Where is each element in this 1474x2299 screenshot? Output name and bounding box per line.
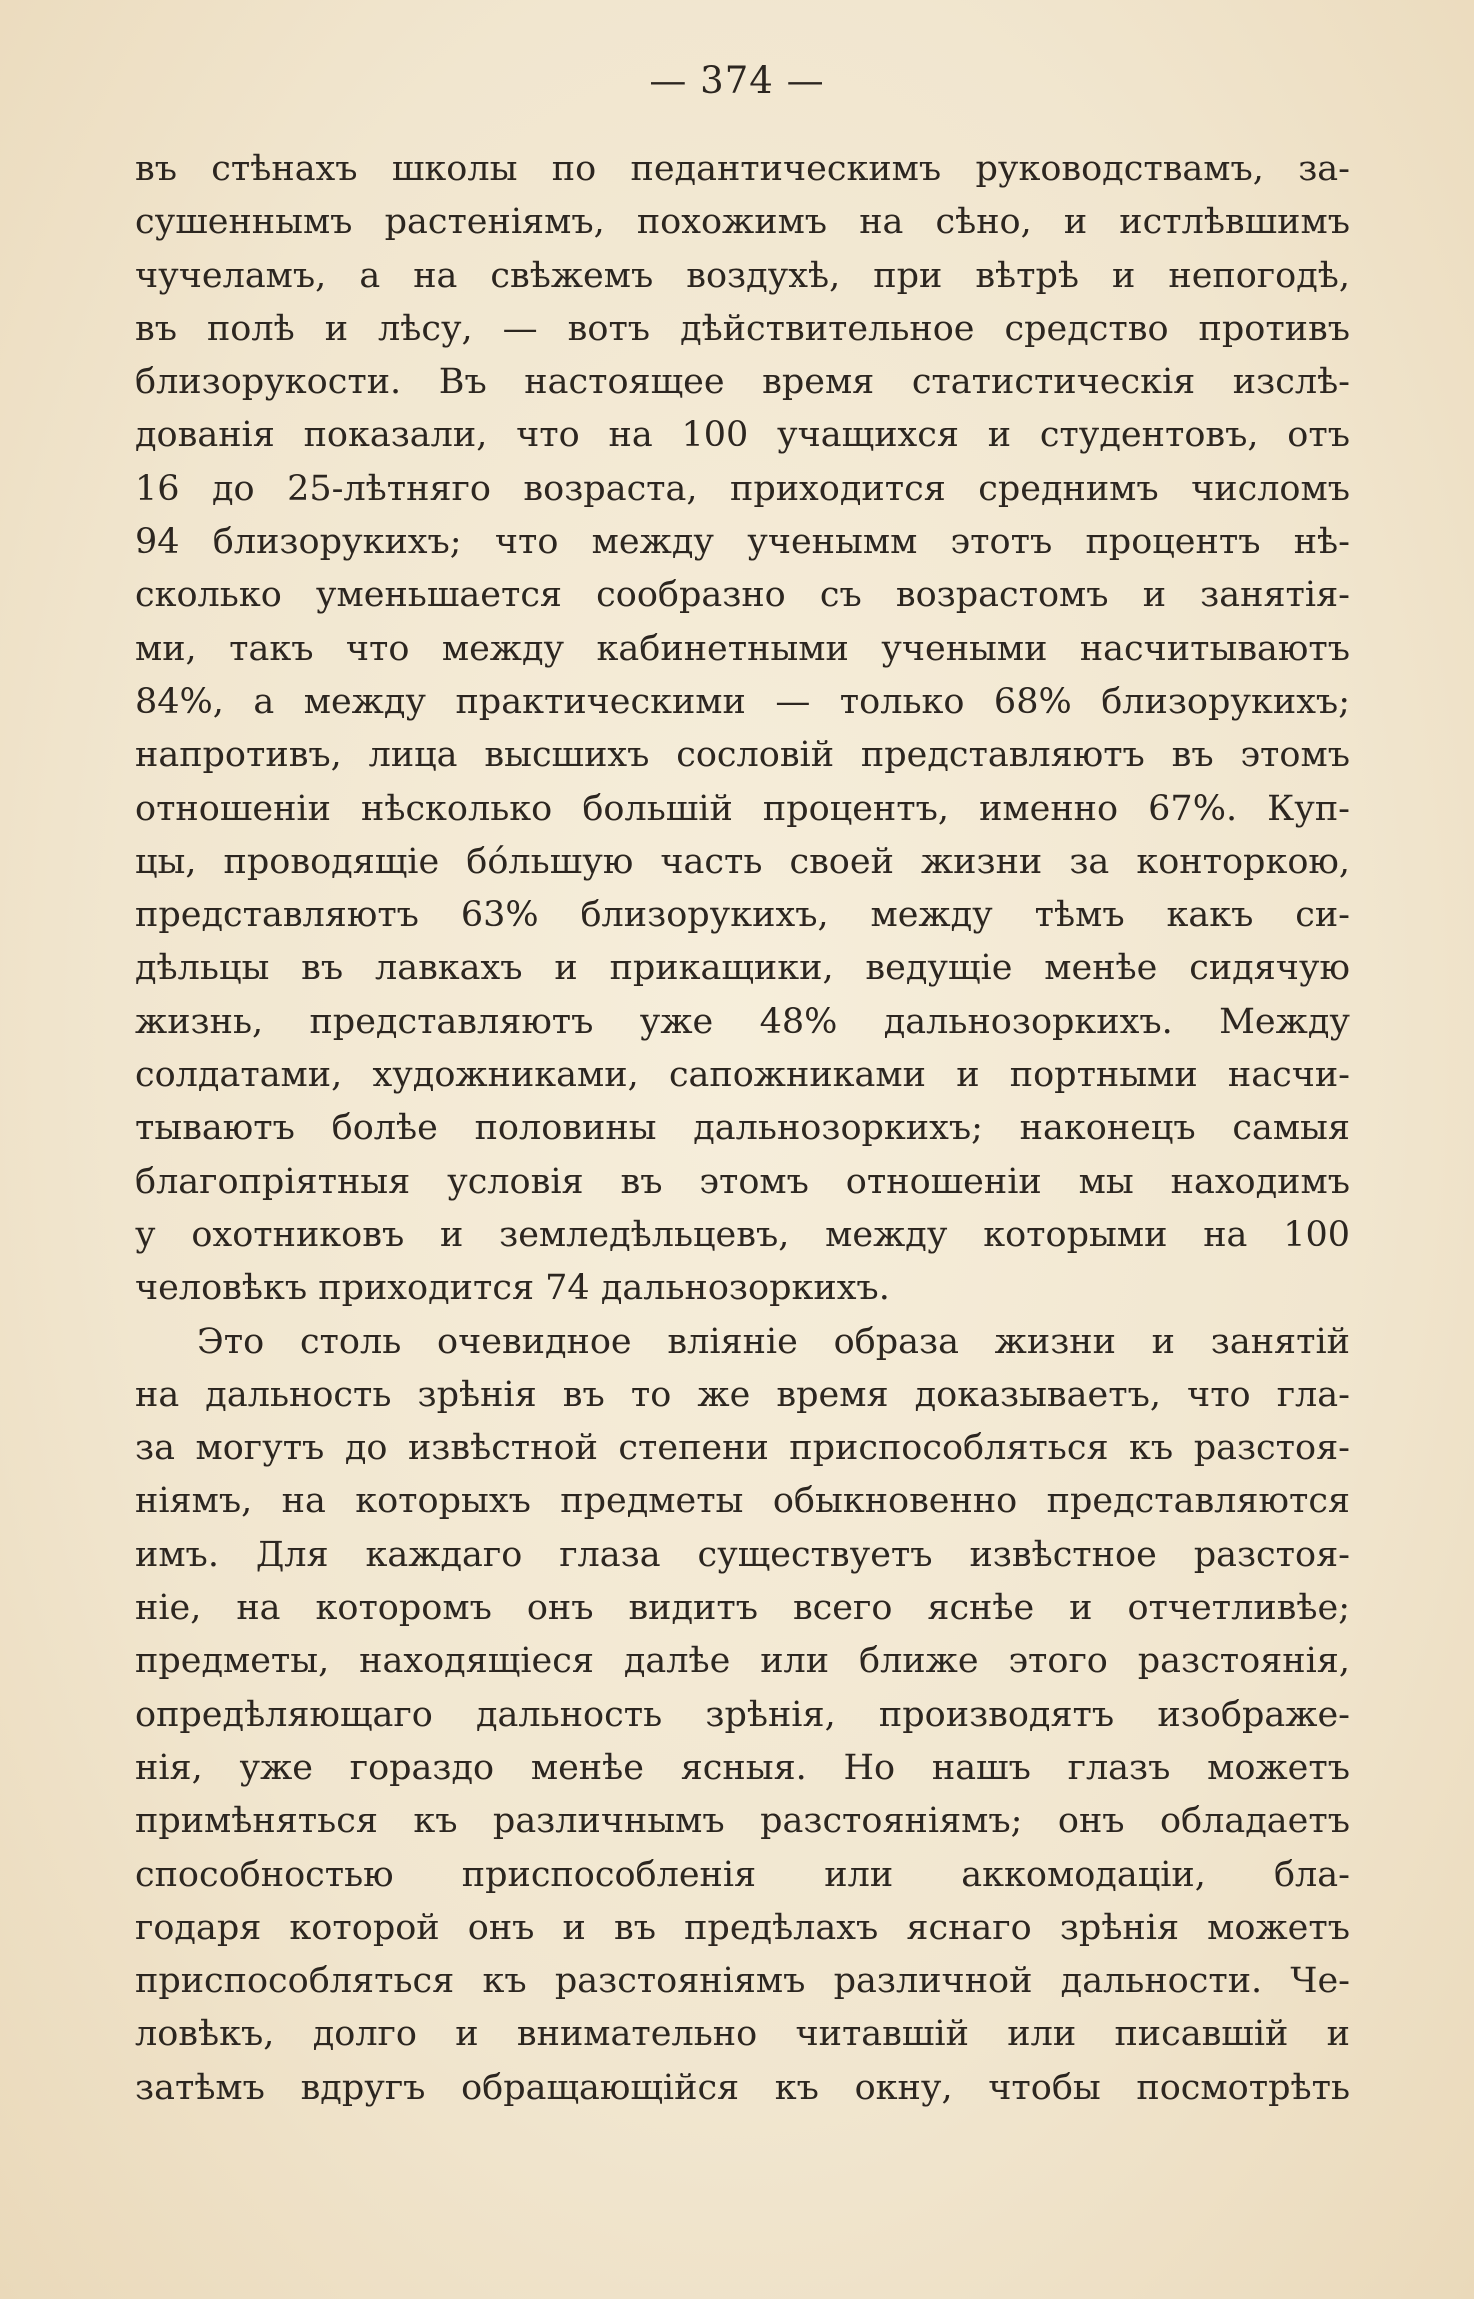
text-line: человѣкъ приходится 74 дальнозоркихъ. — [135, 1268, 890, 1309]
text-line: представляютъ 63% близорукихъ, между тѣмъ какъ си- — [135, 895, 1350, 936]
text-line: дѣльцы въ лавкахъ и прикащики, ведущіе менѣе сидячую — [135, 948, 1350, 989]
text-line: 94 близорукихъ; что между ученымм этотъ процентъ нѣ- — [135, 522, 1350, 563]
text-line: имъ. Для каждаго глаза существуетъ извѣстное разстоя- — [135, 1534, 1350, 1575]
text-line: за могутъ до извѣстной степени приспособляться къ разстоя- — [135, 1428, 1350, 1469]
text-line: въ стѣнахъ школы по педантическимъ руководствамъ, за- — [135, 149, 1350, 189]
text-line: цы, проводящіе бóльшую часть своей жизни за конторкою, — [135, 841, 1350, 882]
page-number: — 374 — — [649, 59, 825, 102]
text-line: годаря которой онъ и въ предѣлахъ яснаго зрѣнія можетъ — [135, 1907, 1350, 1948]
body-text — [135, 143, 1350, 2115]
text-line: дованія показали, что на 100 учащихся и студентовъ, отъ — [135, 415, 1350, 456]
text-line: приспособляться къ разстояніямъ различной дальности. Че- — [135, 1961, 1350, 2002]
text-line: благопріятныя условія въ этомъ отношеніи мы находимъ — [135, 1161, 1350, 1202]
text-line: жизнь, представляютъ уже 48% дальнозоркихъ. Между — [135, 1001, 1350, 1042]
text-line: близорукости. Въ настоящее время статистическія изслѣ- — [135, 362, 1350, 403]
text-line: ніямъ, на которыхъ предметы обыкновенно представляются — [135, 1481, 1350, 1522]
text-line: предметы, находящіеся далѣе или ближе этого разстоянія, — [135, 1641, 1350, 1682]
paragraph-2 — [135, 1316, 1350, 2115]
text-line: нія, уже гораздо менѣе ясныя. Но нашъ глазъ можетъ — [135, 1747, 1350, 1788]
text-line: на дальность зрѣнія въ то же время доказываетъ, что гла- — [135, 1374, 1350, 1415]
text-line: отношеніи нѣсколько большій процентъ, именно 67%. Куп- — [135, 788, 1350, 829]
text-line: въ полѣ и лѣсу, — вотъ дѣйствительное средство противъ — [135, 308, 1350, 349]
text-line: тываютъ болѣе половины дальнозоркихъ; наконецъ самыя — [135, 1108, 1350, 1149]
text-line: опредѣляющаго дальность зрѣнія, производятъ изображе- — [135, 1694, 1350, 1735]
text-line: напротивъ, лица высшихъ сословій представляютъ въ этомъ — [135, 735, 1350, 776]
text-line: Это столь очевидное вліяніе образа жизни и занятій — [197, 1321, 1350, 1362]
text-line: ловѣкъ, долго и внимательно читавшій или писавшій и — [135, 2014, 1350, 2055]
text-line: сколько уменьшается сообразно съ возрастомъ и занятія- — [135, 575, 1350, 616]
text-line: ми, такъ что между кабинетными учеными насчитываютъ — [135, 628, 1350, 669]
text-line: способностью приспособленія или аккомодаціи, бла- — [135, 1854, 1350, 1895]
text-line: чучеламъ, а на свѣжемъ воздухѣ, при вѣтрѣ и непогодѣ, — [135, 255, 1350, 296]
text-line: затѣмъ вдругъ обращающійся къ окну, чтобы посмотрѣть — [135, 2067, 1350, 2108]
text-line: у охотниковъ и земледѣльцевъ, между которыми на 100 — [135, 1214, 1350, 1255]
text-line: ніе, на которомъ онъ видитъ всего яснѣе и отчетливѣе; — [135, 1588, 1350, 1629]
paragraph-1 — [135, 143, 1350, 1316]
text-line: 84%, а между практическими — только 68% близорукихъ; — [135, 681, 1350, 722]
text-line: 16 до 25-лѣтняго возраста, приходится среднимъ числомъ — [135, 468, 1350, 509]
text-line: примѣняться къ различнымъ разстояніямъ; онъ обладаетъ — [135, 1801, 1350, 1842]
text-line: сушеннымъ растеніямъ, похожимъ на сѣно, и истлѣвшимъ — [135, 202, 1350, 243]
text-line: солдатами, художниками, сапожниками и портными насчи- — [135, 1055, 1350, 1096]
